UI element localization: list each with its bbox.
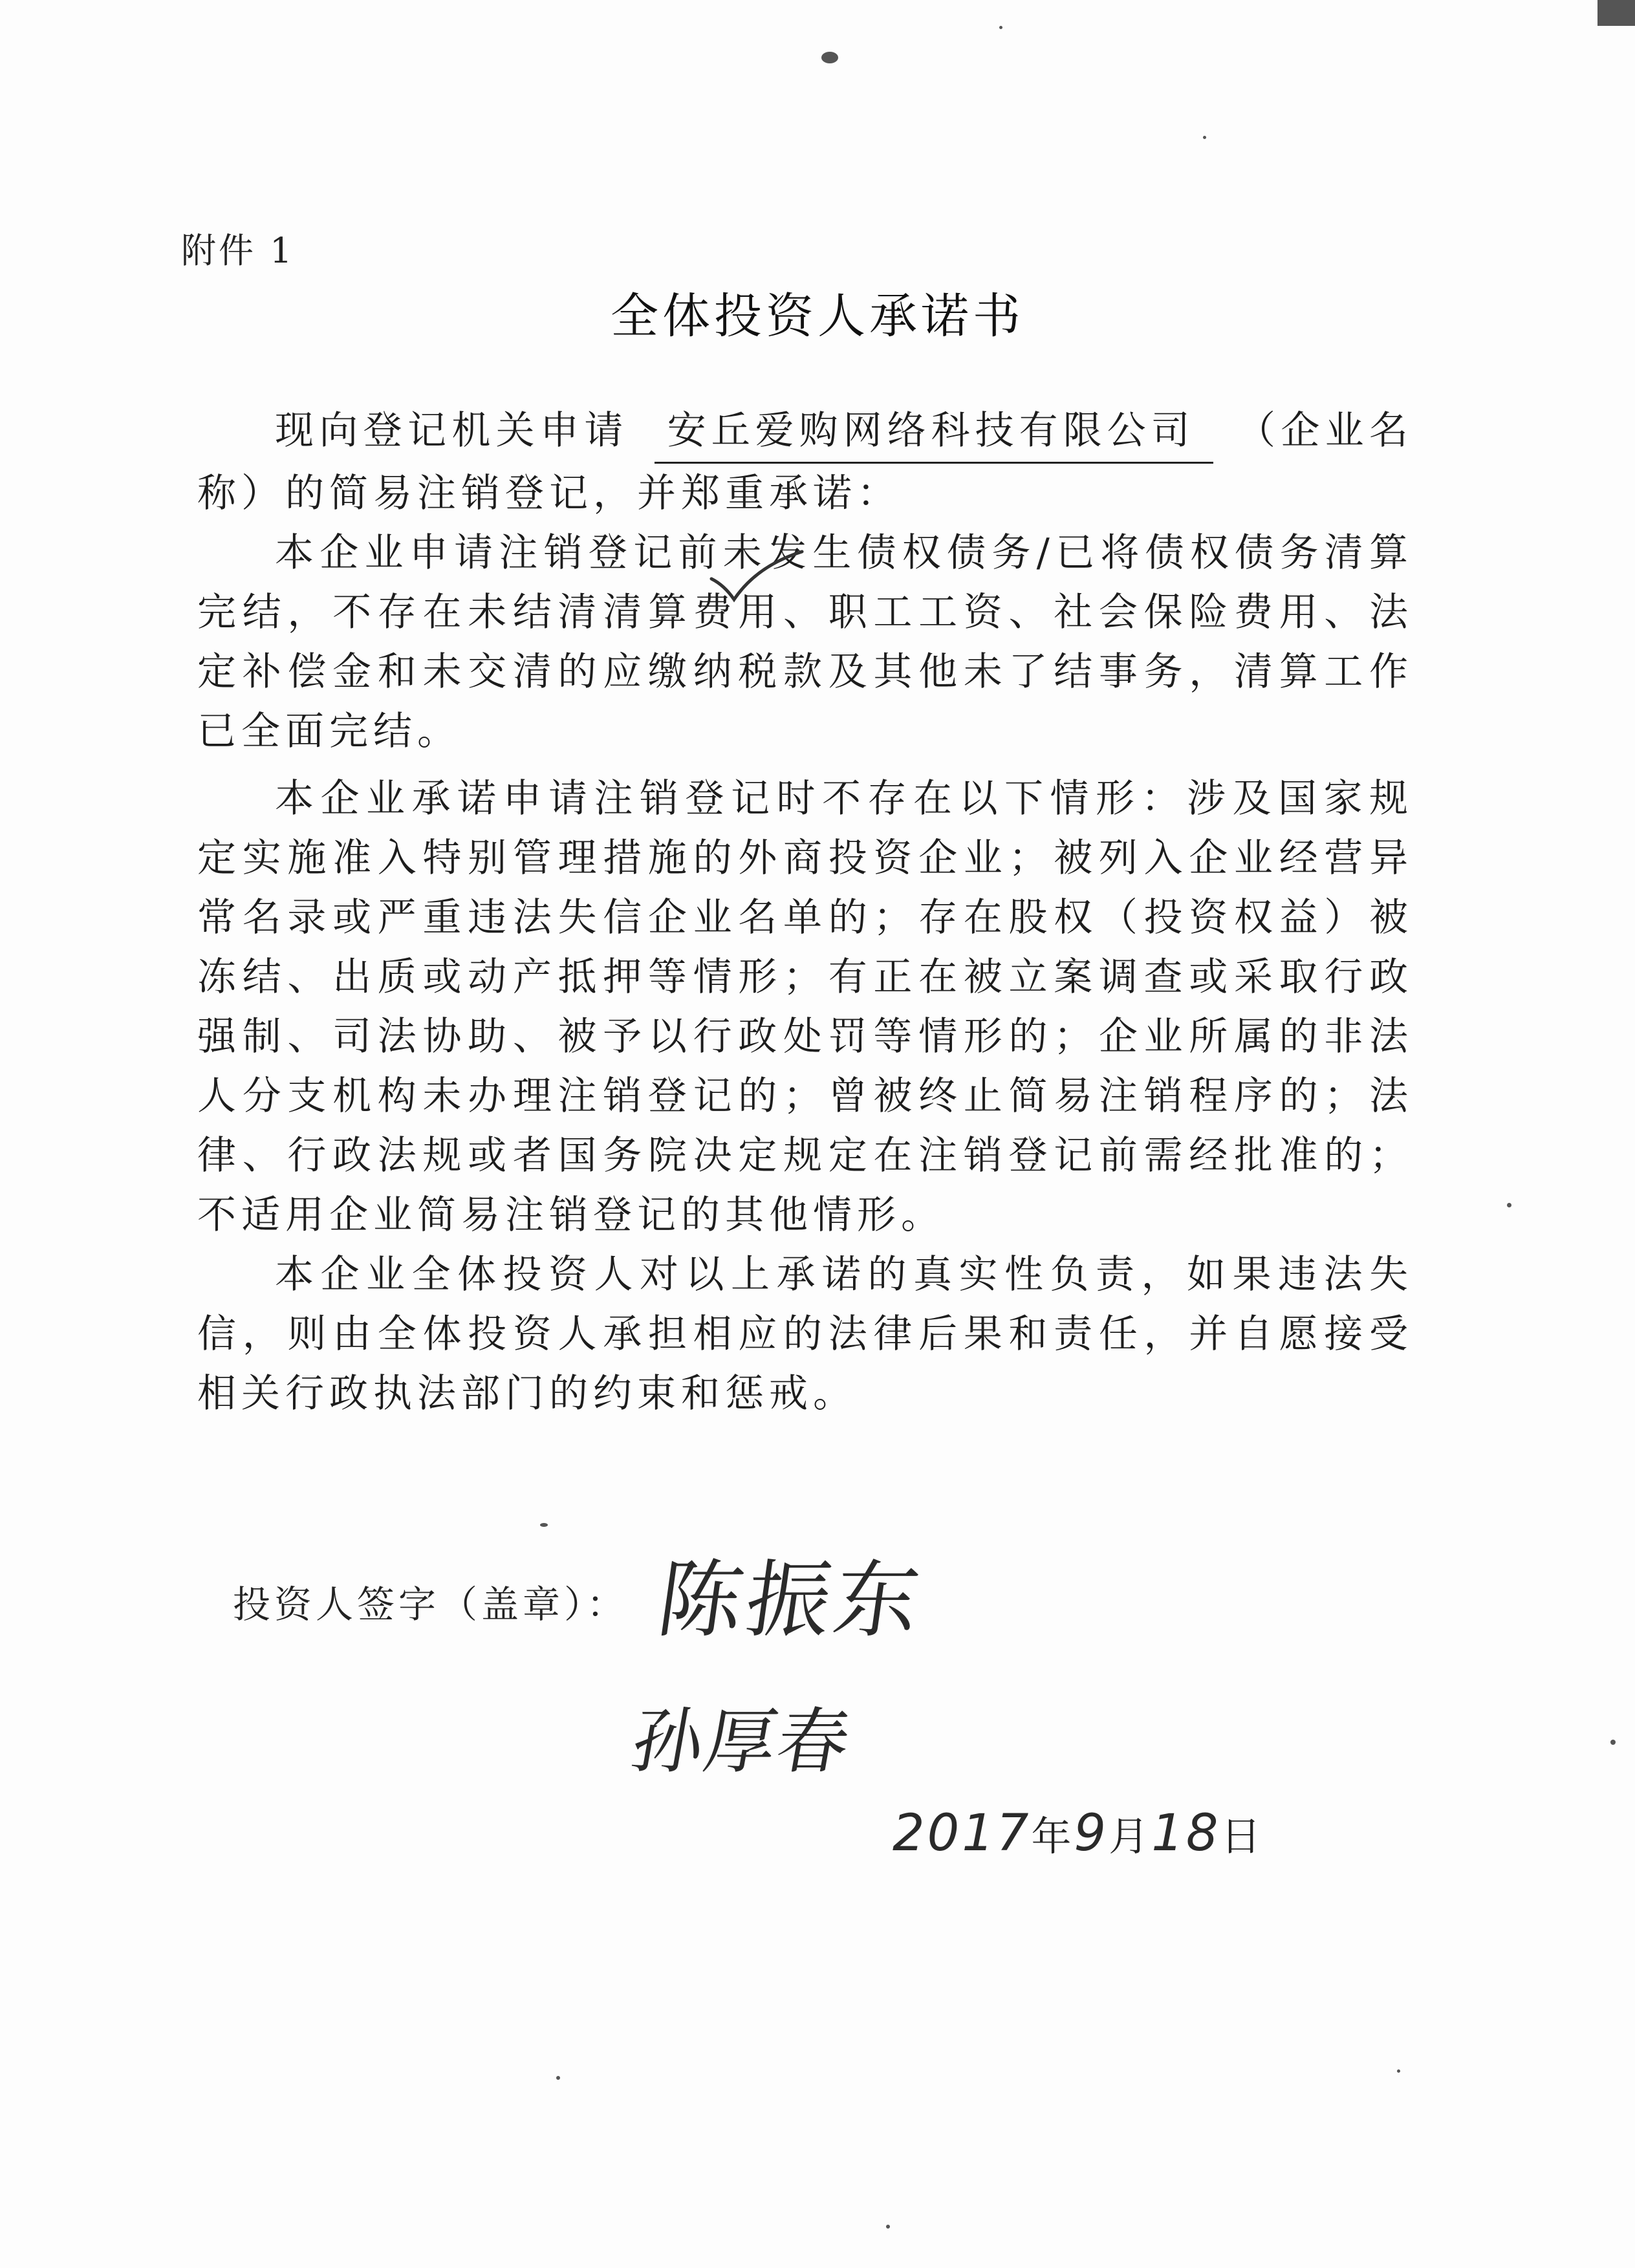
- scan-speck: [1507, 1203, 1511, 1207]
- paragraph1-before: 现向登记机关申请: [275, 408, 629, 453]
- paragraph-debts: 本企业申请注销登记前未发生债权债务/已将债权债务清算完结，不存在未结清清算费用、职工工资、社会保险费用、法定补偿金和未交清的应缴纳税款及其他未了结事务，清算工作已全面完结。: [197, 530, 1413, 754]
- investor-signature-1: 陈振东: [651, 1551, 930, 1649]
- scan-speck: [1597, 0, 1635, 26]
- date-year: 2017: [893, 1804, 1032, 1863]
- signature-label: 投资人签字（盖章）：: [233, 1582, 629, 1626]
- paragraph1-after: （企业名称）的简易注销登记，并郑重承诺：: [197, 408, 1414, 516]
- scan-speck: [556, 2076, 560, 2080]
- date-day-suffix: 日: [1220, 1813, 1264, 1860]
- attachment-label: 附件 1: [181, 230, 295, 271]
- date-year-suffix: 年: [1031, 1813, 1074, 1860]
- checkmark-icon: [705, 546, 808, 605]
- company-name: 安丘爱购网络科技有限公司: [655, 401, 1213, 464]
- paragraph-application: [197, 401, 1413, 523]
- date-month-suffix: 月: [1109, 1813, 1152, 1860]
- scan-speck: [886, 2225, 890, 2229]
- scan-speck: [1610, 1740, 1616, 1745]
- scan-speck: [821, 52, 838, 63]
- scan-speck: [999, 26, 1002, 29]
- signing-date: [893, 1804, 1263, 1863]
- scan-speck: [540, 1523, 548, 1527]
- paragraph-responsibility: 本企业全体投资人对以上承诺的真实性负责，如果违法失信，则由全体投资人承担相应的法律后果和责任，并自愿接受相关行政执法部门的约束和惩戒。: [197, 1252, 1413, 1416]
- scan-speck: [1397, 2069, 1400, 2073]
- paragraph-exclusions: 本企业承诺申请注销登记时不存在以下情形：涉及国家规定实施准入特别管理措施的外商投资企业；被列入企业经营异常名录或严重违法失信企业名单的；存在股权（投资权益）被冻结、出质或动产抵押等情形；有正在被立案调查或采取行政强制、司法协助、被予以行政处罚等情形的；企业所属的非法人分支机构未办理注销登记的；曾被终止简易注销程序的；法律、行政法规或者国务院决定规定在注销登记前需经批准的；不适用企业简易注销登记的其他情形。: [197, 776, 1413, 1238]
- date-month: 9: [1074, 1804, 1109, 1863]
- scan-speck: [1203, 136, 1206, 139]
- date-day: 18: [1151, 1804, 1221, 1863]
- investor-signature-2: 孙厚春: [625, 1700, 858, 1783]
- document-title: 全体投资人承诺书: [611, 288, 1024, 344]
